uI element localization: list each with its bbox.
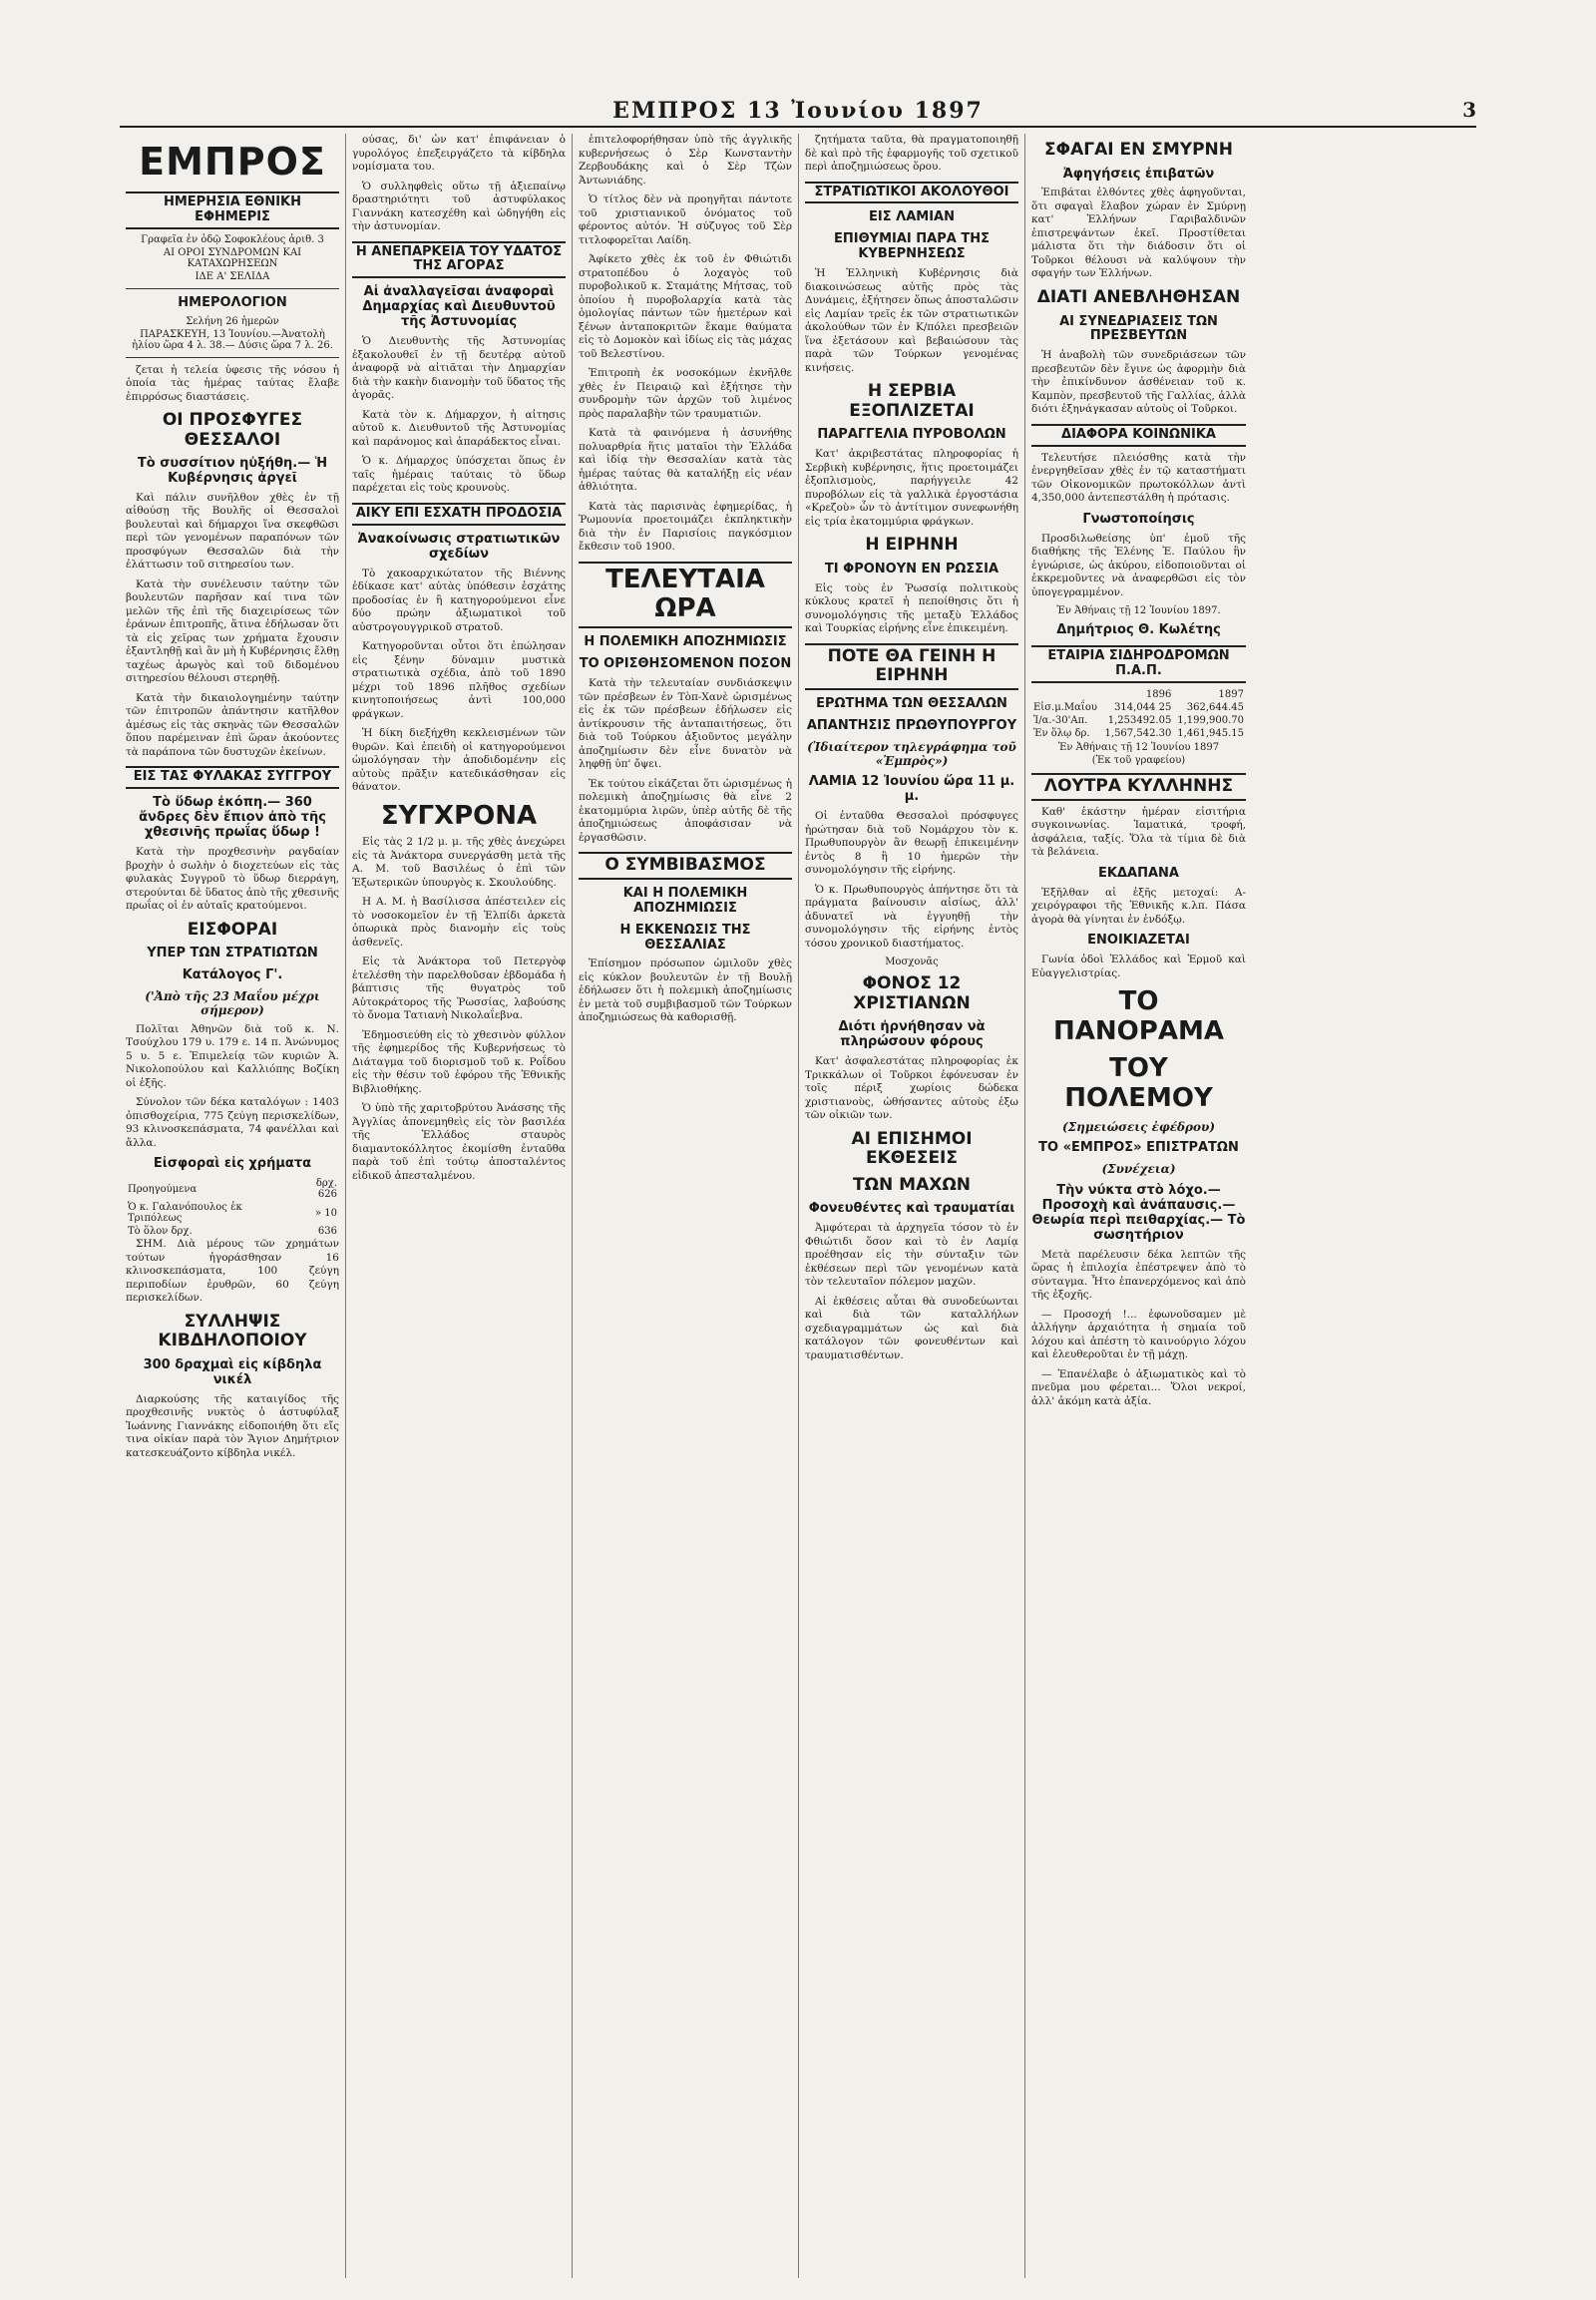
article-text: Ὁ συλληφθεὶς οὕτω τῇ ἀξιεπαίνῳ δραστηριότητι τοῦ ἀστυφύλακος Γιαννάκη κατεσχέθη καὶ ὡδηγήθη εἰς τὴν ἀστυνομίαν.: [352, 180, 566, 232]
article-text: Εἰς τὰ Ἀνάκτορα τοῦ Πετεργὸφ ἐτελέσθη τὴν παρελθοῦσαν ἑβδομάδα ἡ βάπτισις τῆς θυγατρὸς τοῦ Αὐτοκράτορος τῆς Ῥωσσίας, λαβούσης τὸ ὄνομα Τατιανὴ Νικολαΐεβνα.: [352, 956, 566, 1022]
subhead-refugees: Τὸ συσσίτιον ηὐξήθη.— Ἡ Κυβέρνησις ἀργεῖ: [137, 456, 328, 487]
notice-signature: Δημήτριος Θ. Κωλέτης: [1056, 622, 1221, 638]
article-text: Ἀφίκετο χθὲς ἐκ τοῦ ἐν Φθιώτιδι στρατοπέδου ὁ λοχαγὸς τοῦ πυροβολικοῦ κ. Σταμάτης Μήτσας, τοῦ ὁποίου ἡ πυροβολαρχία κατὰ τὰς ὁμολογίας πάντων τῶν ἡμετέρων καὶ ξένων ἀνταποκριτῶν ἔκαμε θαύματα εἰς τὸ Δομοκὸν καὶ ἰδίως εἰς τὰς μάχας τοῦ Βελεστίνου.: [579, 253, 792, 360]
paper-title: ΕΜΠΡΟΣ: [139, 140, 326, 184]
subhead-indemnity: Η ΠΟΛΕΜΙΚΗ ΑΠΟΖΗΜΙΩΣΙΣ: [584, 634, 787, 650]
article-text: ούσας, δι' ὧν κατ' ἐπιφάνειαν ὁ γυρολόγος ἐπεξειργάζετο τὰ κίβδηλα νομίσματα του.: [352, 134, 566, 173]
table-row: Εἰσ.μ.Μαΐου 314,044 25 362,644.45: [1033, 702, 1244, 714]
railway-office: (Ἐκ τοῦ γραφείου): [1091, 755, 1186, 767]
article-text: Πολῖται Ἀθηνῶν διὰ τοῦ κ. Ν. Τσούχλου 179 υ. 179 ε. 14 π. Ἀνώνυμος 5 υ. 5 ε. Ἐπιμελείᾳ τῶν κυριῶν Ἀ. Νικολοπούλου καὶ Καλλιόπης Βοζίκη οἱ ἑξῆς.: [126, 1022, 339, 1089]
headline-postponed: ΔΙΑΤΙ ΑΝΕΒΛΗΘΗΣΑΝ: [1036, 286, 1241, 307]
article-text: Κατ' ἀκριβεστάτας πληροφορίας ἡ Σερβικὴ κυβέρνησις, ἥτις προετοιμάζει ἐξοπλισμοὺς, παρήγγειλε 42 πυροβόλων εἰς τὰ γαλλικὰ ἐργοστάσια «Κρεζοὺ» ὧν τὸ ἀντίτιμον συνεφωνήθη εἰς τρία ἑκατομμύρια φράγκων.: [805, 448, 1018, 528]
article-text: Κατὰ τὴν τελευταίαν συνδιάσκεψιν τῶν πρέσβεων ἐν Τὸπ-Χανὲ ὡρισμένως εἰς ἐκ τῶν πρέσβεων ἐδήλωσεν εἰς ἀντίκρουσιν τῆς ἀνταπαιτήσεως, ὅτι διὰ τοῦ Τούρκου ἀξιοῦντος μεγάλην ἀποζημίωσιν δὲν εἶνε δυνατὸν νὰ ληφθῇ ὑπ' ὄψει.: [579, 677, 792, 771]
signature: Μοσχονᾶς: [885, 957, 939, 968]
article-text: Ἐκ τούτου εἰκάζεται ὅτι ὡρισμένως ἡ πολεμικὴ ἀποζημίωσις θὰ εἶνε 2 ἑκατομμύρια λιρῶν, ὑπὲρ αὐτῆς δὲ τῆς ἀποζημιώσεως ἀποφάσισαν νὰ ἐργασθῶσιν.: [579, 777, 792, 844]
notice-date: Ἐν Ἀθήναις τῇ 12 Ἰουνίου 1897.: [1056, 605, 1221, 617]
column-3: [573, 134, 799, 2278]
terms: ΑΙ ΟΡΟΙ ΣΥΝΔΡΟΜΩΝ ΚΑΙ ΚΑΤΑΧΩΡΗΣΕΩΝ: [163, 246, 302, 269]
table-row: Τὸ ὅλον δρχ. 636: [128, 1226, 337, 1238]
article-text: Οἱ ἐνταῦθα Θεσσαλοὶ πρόσφυγες ἠρώτησαν διὰ τοῦ Νομάρχου τὸν κ. Πρωθυπουργὸν ἂν θεωρῇ ἐπικειμένην ἐντὸς 8 ἢ 10 ἡμερῶν τὴν συνομολόγησιν τῆς εἰρήνης.: [805, 810, 1018, 877]
article-text: Ἐπιτροπὴ ἐκ νοσοκόμων ἐκνῆλθε χθὲς ἐν Πειραιῷ καὶ ἐξήτησε τὴν συνδρομὴν τῶν ἀρχῶν τοῦ λιμένος πρὸς παραλαβὴν τῶν τραυματιῶν.: [579, 367, 792, 420]
column-5: [1025, 134, 1252, 2278]
headline-counterfeiter: ΣΥΛΛΗΨΙΣ ΚΙΒΔΗΛΟΠΟΙΟΥ: [158, 1311, 307, 1351]
article-text: Ὁ Διευθυντὴς τῆς Ἀστυνομίας ἐξακολουθεῖ ἐν τῇ δευτέρᾳ αὐτοῦ ἀναφορᾷ νὰ αἰτιᾶται τὴν Δημαρχίαν διὰ τὴν κακὴν διανομὴν τοῦ ὕδατος τῆς ἀγορᾶς.: [352, 335, 566, 402]
calendar-title: ΗΜΕΡΟΛΟΓΙΟΝ: [178, 294, 287, 310]
divider: [126, 357, 339, 358]
article-text: Κατὰ τὰ φαινόμενα ἡ ἀσυνήθης πολυαρθρία ἥτις ματαῖοι τὴν Ἑλλάδα καὶ ἰδίᾳ τὴν Θεσσαλίαν κατὰ τὰς ἡμέρας ταύτας θὰ καταλήξῃ εἰς νέαν ἀθλιότητα.: [579, 427, 792, 493]
table-row: Προηγούμενα δρχ. 626: [128, 1178, 337, 1201]
list-label: Κατάλογος Γ'.: [182, 967, 283, 983]
dateline: ΛΑΜΙΑ 12 Ἰουνίου ὥρα 11 μ. μ.: [808, 774, 1015, 805]
table-row: Ὁ κ. Γαλανόπουλος ἐκ Τριπόλεως » 10: [128, 1202, 337, 1225]
article-text: Ἐπίσημον πρόσωπον ὡμιλοῦν χθὲς εἰς κύκλον βουλευτῶν ἐν τῇ Βουλῇ ἐδήλωσεν ὅτι ἡ πολεμικὴ ἀποζημίωσις ἐν μετὰ τοῦ συμβιβασμοῦ τῶν Τούρκων ἀποζημιώσεως θὰ καθορισθῇ.: [579, 958, 792, 1024]
headline-peace: Η ΕΙΡΗΝΗ: [865, 535, 959, 556]
headline-contributions: ΕΙΣΦΟΡΑΙ: [187, 919, 278, 940]
railway-date: Ἐν Ἀθήναις τῇ 12 Ἰουνίου 1897: [1057, 742, 1220, 754]
headline-murder: ΦΟΝΟΣ 12 ΧΡΙΣΤΙΑΝΩΝ: [853, 973, 971, 1013]
subhead-government: ΕΠΙΘΥΜΙΑΙ ΠΑΡΑ ΤΗΣ ΚΥΒΕΡΝΗΣΕΩΣ: [834, 231, 990, 262]
headline-notice: Γνωστοποίησις: [1082, 511, 1195, 527]
table-row: Ἰ/α.-30'Απ. 1,253492.05 1,199,900.70: [1033, 715, 1244, 727]
article-text: Καὶ πάλιν συνῆλθον χθὲς ἐν τῇ αἰθούσῃ τῆς Βουλῆς οἱ Θεσσαλοὶ βουλευταὶ καὶ δήμαρχοι ἵνα σκεφθῶσι περὶ τῶν γενομένων παραπόνων τῶν προσφύγων Θεσσαλῶν διὰ τὴν ἐλάττωσιν τοῦ σιτηρεσίου των.: [126, 491, 339, 572]
article-text: Προσδιλωθείσης ὑπ' ἐμοῦ τῆς διαθήκης τῆς Ἑλένης Ἐ. Παύλου ἣν ἐγνώρισε, ὡς ἀκύρου, εἰδοποιοῦνται οἱ ἐκκρεμοῦντες νὰ ἀναφερθῶσι εἰς τὸν ὑπογεγραμμένον.: [1031, 532, 1246, 598]
article-text: Σύνολον τῶν δέκα καταλόγων : 1403 ὀπισθοχείρια, 775 ζεύγη περισκελίδων, 93 κλινοσκεπάσματα, 74 φανέλλαι καὶ ἄλλα.: [126, 1096, 339, 1149]
calendar-moon: Σελήνη 26 ἡμερῶν: [186, 315, 279, 327]
subhead-amount: ΤΟ ΟΡΙΣΘΗΣΟΜΕΝΟΝ ΠΟΣΟΝ: [579, 656, 792, 672]
article-text: ζητήματα ταῦτα, θὰ πραγματοποιηθῇ δὲ καὶ πρὸ τῆς ἐφαρμογῆς τοῦ σχετικοῦ περὶ ἀποζημιώσεως ὅρου.: [805, 134, 1018, 173]
article-text: Ὁ τίτλος δὲν νὰ προηγῆται πάντοτε τοῦ χριστιανικοῦ ὀνόματος τοῦ φέροντος αὐτόν. Ἡ σύζυγος τοῦ Σὲρ τιτλοφορεῖται Λαίδη.: [579, 193, 792, 246]
terms-page: ΙΔΕ Α' ΣΕΛΙΔΑ: [195, 270, 270, 282]
headline-last-hour: ΤΕΛΕΥΤΑΙΑ ΩΡΑ: [579, 562, 792, 629]
offices: Γραφεῖα ἐν ὁδῷ Σοφοκλέους ἀριθ. 3: [141, 233, 324, 245]
article-text: Ἐπιβάται ἐλθόντες χθὲς ἀφηγοῦνται, ὅτι σφαγαὶ ἔλαβον χώραν ἐν Σμύρνῃ κατ' Ἑλλήνων Γαριβαλδινῶν ἐπιστρεψάντων ἐκεῖ. Προστίθεται μάλιστα ὅτι τὴν διάδοσιν ὅτι οἱ Τοῦρκοι θέλουσι νὰ καλύψουν τὴν σφαγήν των Ἑλλήνων.: [1031, 187, 1246, 280]
article-text: Αἱ ἐκθέσεις αὗται θὰ συνοδεύωνται καὶ διὰ τῶν καταλλήλων σχεδιαγραμμάτων ὡς καὶ διὰ κατάλογον τῶν φονευθέντων καὶ τραυματισθέντων.: [805, 1295, 1018, 1361]
article-text: Ἡ Ἑλληνικὴ Κυβέρνησις διὰ διακοινώσεως αὐτῆς πρὸς τὰς Δυνάμεις, ἐξήτησεν ὅπως ἀποσταλῶσιν εἰς Λαμίαν τρεῖς ἐκ τῶν στρατιωτικῶν ἀκολούθων τῶν ἐν Κ/πόλει πρεσβειῶν ἵνα ἐξετάσουν καὶ βεβαιώσουν τὰς παρὰ τῶν Τούρκων γενομένας κινήσεις.: [805, 267, 1018, 374]
columns: [120, 134, 1476, 2278]
article-text: Ἀμφότεραι τὰ ἀρχηγεῖα τόσον τὸ ἐν Φθιώτιδι ὅσον καὶ τὸ ἐν Λαμίᾳ προέθησαν εἰς τὴν σύνταξιν τῶν ἐκθέσεων περὶ τῶν γενομένων κατὰ τὸν τελευταῖον πόλεμον μαχῶν.: [805, 1222, 1018, 1289]
subhead-artillery: ΠΑΡΑΓΓΕΛΙΑ ΠΥΡΟΒΟΛΩΝ: [817, 427, 1006, 443]
headline-synchrona: ΣΥΓΧΡΟΝΑ: [380, 800, 538, 831]
article-text: Ἡ ἀναβολὴ τῶν συνεδριάσεων τῶν πρεσβευτῶν δὲν ἔγινε ὡς ἀφορμὴν διὰ τὴν ἐπικίνδυνον ἀσθένειαν τοῦ κ. Καμπὸν, πρεσβευτοῦ τῆς Γαλλίας, ἀλλὰ διότι ἐξηνάγκασαν αὐτοὺς οἱ Τοῦρκοι.: [1031, 349, 1246, 416]
subhead-question: ΕΡΩΤΗΜΑ ΤΩΝ ΘΕΣΣΑΛΩΝ: [816, 695, 1007, 711]
article-text: Κατὰ τὸν κ. Δήμαρχον, ἡ αἰτησις αὐτοῦ κ. Διευθυντοῦ τῆς Ἀστυνομίας καὶ παράνομος καὶ ἀπαράδεκτος εἶναι.: [352, 408, 566, 448]
article-text: ζεται ἡ τελεία ὑφεσις τῆς νόσου ἡ ὁποία τὰς ἡμέρας ταύτας ἔλαβε ἐπιρρόσως διαστάσεις.: [126, 363, 339, 403]
headline-panorama-b: ΤΟΥ ΠΟΛΕΜΟΥ: [1064, 1052, 1213, 1113]
subhead-casualties: Φονευθέντες καὶ τραυματίαι: [808, 1201, 1015, 1217]
headline-compromise: Ο ΣΥΜΒΙΒΑΣΜΟΣ: [579, 852, 792, 880]
headline-for-rent: ΕΝΟΙΚΙΑΖΕΤΑΙ: [1087, 933, 1190, 949]
headline-panorama: ΤΟ ΠΑΝΟΡΑΜΑ: [1053, 986, 1224, 1046]
headline-serbia: Η ΣΕΡΒΙΑ ΕΞΟΠΛΙΖΕΤΑΙ: [849, 381, 975, 421]
article-text: Κατὰ τὴν προχθεσινὴν ραγδαίαν βροχὴν ὁ σωλὴν ὁ διοχετεύων εἰς τὰς φυλακὰς Συγγροῦ τὸ ὕδωρ διερράγη, στερούνται δὲ ὕδατος ἀπὸ τῆς χθεσινῆς πρωΐας οἱ ἐν αὐταῖς κρατούμενοι.: [126, 846, 339, 913]
subhead-compromise: ΚΑΙ Η ΠΟΛΕΜΙΚΗ ΑΠΟΖΗΜΙΩΣΙΣ: [622, 885, 748, 916]
article-text: Ἐδημοσιεύθη εἰς τὸ χθεσινὸν φύλλον τῆς ἐφημερίδος τῆς Κυβερνήσεως τὸ Διάταγμα τοῦ διορισμοῦ τοῦ κ. Ροΐδου εἰς τὴν θέσιν τοῦ ἐφόρου τῆς Ἐθνικῆς Βιβλιοθήκης.: [352, 1028, 566, 1095]
paper-subtitle: ΗΜΕΡΗΣΙΑ ΕΘΝΙΚΗ ΕΦΗΜΕΡΙΣ: [126, 192, 339, 229]
subhead-russia: ΤΙ ΦΡΟΝΟΥΝ ΕΝ ΡΩΣΣΙΑ: [824, 561, 999, 576]
headline-water: Η ΑΝΕΠΑΡΚΕΙΑ ΤΟΥ ΥΔΑΤΟΣ ΤΗΣ ΑΓΟΡΑΣ: [352, 241, 566, 279]
masthead-date: 13 Ἰουνίου 1897: [747, 98, 984, 124]
column-4: [799, 134, 1025, 2278]
headline-reports: ΑΙ ΕΠΙΣΗΜΟΙ ΕΚΘΕΣΕΙΣ: [851, 1128, 973, 1169]
headline-refugees: ΟΙ ΠΡΟΣΦΥΓΕΣ ΘΕΣΣΑΛΟΙ: [162, 410, 303, 450]
list-dates: ('Ἀπὸ τῆς 23 Μαΐου μέχρι σήμερον): [145, 989, 320, 1017]
article-text: Ἡ δίκη διεξήχθη κεκλεισμένων τῶν θυρῶν. Καὶ ἐπειδὴ οἱ κατηγορούμενοι ὡμολόγησαν τὴν ἀποδιδομένην εἰς αὐτοὺς πρᾶξιν κατεδικάσθησαν εἰς θάνατον.: [352, 727, 566, 793]
article-text: Ὁ ὑπὸ τῆς χαριτοβρύτου Ἀνάσσης τῆς Ἀγγλίας ἀπονεμηθεὶς εἰς τὸν βασιλέα τῆς Ἑλλάδος σταυρὸς διαμαντοκόλλητος ἐκομίσθη ἐνταῦθα παρὰ τοῦ ἐπὶ τούτῳ ἀποσταλέντος εἰδικοῦ ἀπεσταλμένου.: [352, 1102, 566, 1182]
article-text: Καθ' ἑκάστην ἡμέραν εἰσιτήρια συγκοινωνίας. Ἰαματικά, τροφή, ἀσφάλεια, ταξίς. Ὅλα τὰ τίμια δὲ διὰ τὰ βελάνεια.: [1031, 805, 1246, 859]
continuation-note: (Συνέχεια): [1101, 1162, 1176, 1177]
article-text: Κατὰ τὴν συνέλευσιν ταύτην τῶν βουλευτῶν παρῆσαν καί τινα τῶν μελῶν τῆς ἐπὶ τῆς διαχειρίσεως τῶν ἐράνων ἐπιτροπῆς, ἅτινα ἐδήλωσαν ὅτι τὰ εἰς χεῖρας των χρήματα ἔχουσιν ἐξαντληθῇ καὶ ἂν μὴ ἡ Κυβέρνησις ἔλθῃ ταχέως ἀρωγὸς καὶ τοῦ διδομένου σιτηρεσίου θέλουσι στερηθῇ.: [126, 577, 339, 685]
article-text: Γωνία ὁδοὶ Ἑλλάδος καὶ Ἐρμοῦ καὶ Εὐαγγελιστρίας.: [1031, 954, 1246, 979]
headline-treason: ΑΙΚΥ ΕΠΙ ΕΣΧΑΤΗ ΠΡΟΔΟΣΙΑ: [352, 503, 566, 526]
article-text: — Προσοχή !... ἐφωνοῦσαμεν μὲ ἀλλήγην ἀρχαιότητα ἡ σημαία τοῦ λόχου καὶ ἀπέστη τὸ καινούργιο λόχου καὶ ἐλευθεροῦται ἐν τῇ μάχῃ.: [1031, 1308, 1246, 1361]
headline-smyrna: ΣΦΑΓΑΙ ΕΝ ΣΜΥΡΝΗ: [1044, 140, 1233, 160]
column-1: [120, 134, 346, 2278]
table-row: 1896 1897: [1145, 689, 1244, 701]
article-text: Κατὰ τὴν δικαιολογημένην ταύτην τῶν ἐπιτροπῶν ἀπάντησιν κατῆλθον ἀμέσως εἰς τὰς σκηνὰς τῶν Θεσσαλῶν ὅπου παρέμειναν ἐπὶ ὥραν ἀκούοντες τὰ παράπονα τῶν δυστυχῶν ἐκείνων.: [126, 691, 339, 758]
headline-prisons: ΕΙΣ ΤΑΣ ΦΥΛΑΚΑΣ ΣΥΓΓΡΟΥ: [126, 766, 339, 789]
table-row: Ἐν ὅλῳ δρ. 1,567,542.30 1,461,945.15: [1033, 728, 1244, 740]
headline-emprós-reserve: ΤΟ «ΕΜΠΡΟΣ» ΕΠΙΣΤΡΑΤΩΝ: [1038, 1140, 1239, 1156]
money-table: [126, 1177, 339, 1238]
article-text: Κατὰ τὰς παρισινὰς ἐφημερίδας, ἡ Ῥωμουνία προετοιμάζει ἐκπληκτικὴν διὰ τὴν ἐν Παρισίοις παγκόσμιον ἔκθεσιν τοῦ 1900.: [579, 500, 792, 553]
subhead-battles: ΤΩΝ ΜΑΧΩΝ: [852, 1174, 972, 1195]
page-number: 3: [1462, 98, 1476, 122]
subhead-lamia: ΕΙΣ ΛΑΜΙΑΝ: [869, 209, 955, 225]
article-text: Μετὰ παρέλευσιν δέκα λεπτῶν τῆς ὥρας ἡ ἐπιλοχία ἐπέστρεψεν ἀπὸ τὸ σύνταγμα. Ἦτο ἐπανερχόμενος καὶ ἀπὸ τῆς ἐξοχῆς.: [1031, 1248, 1246, 1302]
headline-attaches: ΣΤΡΑΤΙΩΤΙΚΟΙ ΑΚΟΛΟΥΘΟΙ: [805, 182, 1018, 204]
article-text: Ἐξῆλθαν αἱ ἑξῆς μετοχαί: Α-χειρόγραφοι τῆς Ἐθνικῆς κ.λπ. Πάσα ἀγορὰ θὰ γίνηται ἐν ἐνδόξῳ.: [1031, 886, 1246, 926]
headline-when-peace: ΠΟΤΕ ΘΑ ΓΕΙΝΗ Η ΕΙΡΗΝΗ: [805, 643, 1018, 690]
divider: [126, 288, 339, 289]
article-text: Η Α. Μ. ἡ Βασίλισσα ἀπέστειλεν εἰς τὸ νοσοκομεῖον ἐν τῇ Ἐλπίδι ἀρκετὰ ὀπωρικὰ πρὸς διανομὴν εἰς τοὺς ἀσθενεῖς.: [352, 896, 566, 949]
masthead-rule: [120, 126, 1476, 128]
subhead-night: Τὴν νύκτα στὸ λόχο.— Προσοχὴ καὶ ἀνάπαυσις.— Θεωρία περὶ πειθαρχίας.— Τὸ σωσητήριον: [1031, 1183, 1246, 1243]
telegram-note: (Ἰδιαίτερον τηλεγράφημα τοῦ «Ἐμπρὸς»): [807, 739, 1016, 768]
headline-railway: ΕΤΑΙΡΙΑ ΣΙΔΗΡΟΔΡΟΜΩΝ Π.Α.Π.: [1031, 645, 1246, 683]
article-text: — Ἐπανέλαβε ὁ ἀξιωματικὸς καὶ τὸ πνεῦμα μου φέρεται... Ὅλοι νεκροί, ἀλλ' ἀκόμη κατὰ ἀξία.: [1031, 1367, 1246, 1407]
subhead-prisons: Τὸ ὕδωρ ἐκόπη.— 360 ἄνδρες δὲν ἔπιον ἀπὸ τῆς χθεσινῆς πρωΐας ὕδωρ !: [139, 795, 326, 841]
subhead-reply: ΑΠΑΝΤΗΣΙΣ ΠΡΩΘΥΠΟΥΡΓΟΥ: [806, 717, 1017, 733]
panorama-note: (Σημειώσεις ἐφέδρου): [1061, 1119, 1216, 1134]
headline-ekdapana: ΕΚΔΑΠΑΝΑ: [1098, 865, 1179, 881]
article-text: Εἰς τὰς 2 1/2 μ. μ. τῆς χθὲς ἀνεχώρει εἰς τὰ Ἀνάκτορα συνεργάσθη μετὰ τῆς Α. Μ. τοῦ Βασιλέως ὁ ἐπὶ τῶν Ἐξωτερικῶν ὑπουργὸς κ. Σκουλούδης.: [352, 836, 566, 889]
calendar-day: ΠΑΡΑΣΚΕΥΗ, 13 Ἰουνίου.—Ἀνατολὴ ἡλίου ὥρα 4 λ. 38.— Δύσις ὥρα 7 λ. 26.: [132, 328, 333, 351]
article-text: Κατηγοροῦνται οὗτοι ὅτι ἐπώλησαν εἰς ξένην δύναμιν μυστικὰ στρατιωτικὰ σχέδια, ἀπὸ τοῦ 1890 μέχρι τοῦ 1896 πλῆθος σχεδίων κινητοποιήσεως ἀντὶ 100,000 φράγκων.: [352, 640, 566, 720]
masthead-title: ΕΜΠΡΟΣ: [612, 98, 738, 124]
article-text: Ὁ κ. Δήμαρχος ὑπόσχεται ὅπως ἐν ταῖς ἡμέραις ταύταις τὸ ὕδωρ παρέχεται εἰς τοὺς κρουνοὺς.: [352, 455, 566, 495]
article-text: ΣΗΜ. Διὰ μέρους τῶν χρημάτων τούτων ἠγοράσθησαν 16 κλινοσκεπάσματα, 100 ζεύγη περιποδίων ἐρυθρῶν, 60 ζεύγη περισκελίδων.: [126, 1238, 339, 1305]
article-text: Τὸ χακοαρχικώτατον τῆς Βιέννης ἐδίκασε κατ' αὐτὰς ὑπόθεσιν ἐσχάτης προδοσίας ἐν ἢ κατηγορούμενοι εἶνε δύο πρώην ἀξιωματικοὶ τοῦ αὐστρογουγγρικοῦ στρατοῦ.: [352, 567, 566, 633]
subhead-evacuation: Η ΕΚΚΕΝΩΣΙΣ ΤΗΣ ΘΕΣΣΑΛΙΑΣ: [619, 922, 751, 953]
article-text: Εἰς τοὺς ἐν Ῥωσσίᾳ πολιτικοὺς κύκλους κρατεῖ ἡ πεποίθησις ὅτι ἡ συνομολόγησις τῆς μεταξὺ Ἑλλάδος καὶ Τουρκίας εἰρήνης εἶνε ἐπικειμένη.: [805, 581, 1018, 635]
subhead-contributions: ΥΠΕΡ ΤΩΝ ΣΤΡΑΤΙΩΤΩΝ: [147, 946, 318, 961]
railway-table: [1031, 688, 1246, 740]
subhead-smyrna: Ἀφηγήσεις ἐπιβατῶν: [1062, 166, 1215, 182]
headline-baths: ΛΟΥΤΡΑ ΚΥΛΛΗΝΗΣ: [1031, 773, 1246, 801]
column-2: [346, 134, 573, 2278]
subhead-water: Αἱ ἀναλλαγεῖσαι ἀναφοραὶ Δημαρχίας καὶ Διευθυντοῦ τῆς Ἀστυνομίας: [362, 284, 556, 330]
money-heading: Εἰσφοραὶ εἰς χρήματα: [153, 1156, 312, 1172]
subhead-murder: Διότι ἠρνήθησαν νὰ πληρώσουν φόρους: [838, 1019, 986, 1050]
article-text: Τελευτήσε πλειόσθης κατὰ τὴν ἐνεργηθεῖσαν χθὲς ἐν τῷ καταστήματι τῶν Οἰκονομικῶν πρωτοκόλλων ἀντὶ 4,350,000 ἀντεπεστάλθη ἡ πρότασις.: [1031, 451, 1246, 505]
subhead-counterfeiter: 300 δραχμαὶ εἰς κίβδηλα νικέλ: [143, 1356, 322, 1387]
article-text: Διαρκούσης τῆς καταιγίδος τῆς προχθεσινῆς νυκτὸς ὁ ἀστυφύλαξ Ἰωάννης Γιαννάκης εἰδοποιήθη ὅτι εἴς τινα οἰκίαν παρὰ τὸν Ἅγιον Δημήτριον κατεσκευάζοντο κίβδηλα νικέλ.: [126, 1392, 339, 1459]
headline-social: ΔΙΑΦΟΡΑ ΚΟΙΝΩΝΙΚΑ: [1031, 424, 1246, 447]
subhead-ambassadors: ΑΙ ΣΥΝΕΔΡΙΑΣΕΙΣ ΤΩΝ ΠΡΕΣΒΕΥΤΩΝ: [1059, 313, 1218, 344]
article-text: Κατ' ἀσφαλεστάτας πληροφορίας ἐκ Τρικκάλων οἱ Τοῦρκοι ἐφόνευσαν ἐν τοῖς πέριξ χωρίοις δώδεκα χριστιανοὺς, ὡθήσαντες αὐτοὺς ἐξω τῶν οἰκιῶν των.: [805, 1055, 1018, 1122]
article-text: ἐπιτελοφορήθησαν ὑπὸ τῆς ἀγγλικῆς κυβερνήσεως ὁ Σὲρ Κωνσταντὴν Ζερβουδάκης καὶ ὁ Σὲρ Τζὼν Ἀντωνιάδης.: [579, 134, 792, 187]
article-text: Ὁ κ. Πρωθυπουργὸς ἀπήντησε ὅτι τὰ πράγματα βαίνουσιν αἰσίως, ἀλλ' ἀδυνατεῖ νὰ ἐγγυηθῇ τὴν συνομολόγησιν τῆς εἰρήνης ἐντὸς τόσου χρονικοῦ διαστήματος.: [805, 883, 1018, 950]
subhead-treason: Ἀνακοίνωσις στρατιωτικῶν σχεδίων: [357, 531, 561, 562]
